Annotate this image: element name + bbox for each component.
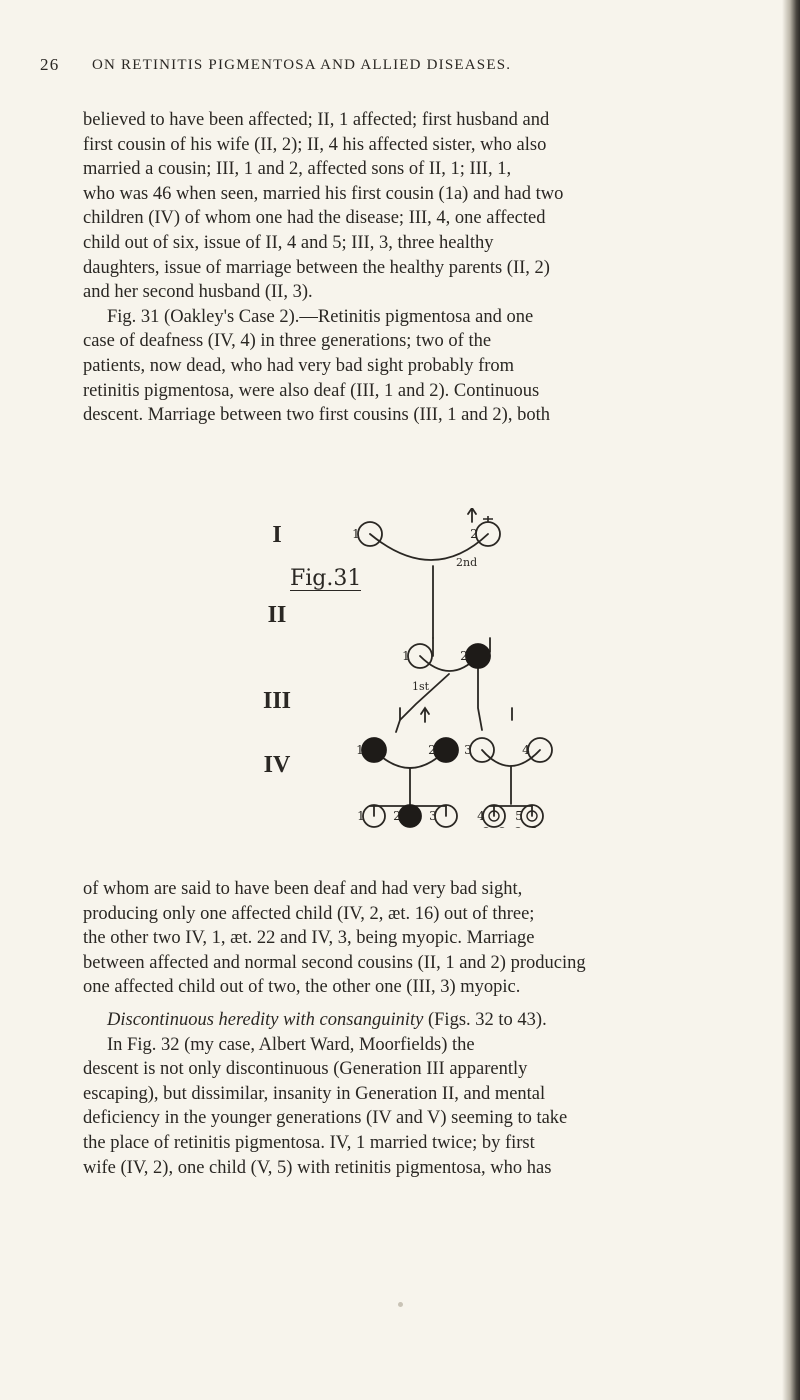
text-line: retinitis pigmentosa, were also deaf (III, 1 and 2). Continuous bbox=[83, 380, 540, 401]
member-number: 4 bbox=[477, 809, 485, 823]
paper-speck bbox=[398, 1302, 403, 1307]
text-line: escaping), but dissimilar, insanity in Generation II, and mental bbox=[83, 1083, 546, 1104]
text-line: and her second husband (II, 3). bbox=[83, 282, 313, 303]
text-line: descent is not only discontinuous (Generation III apparently bbox=[83, 1059, 528, 1080]
generation-label: I bbox=[272, 522, 282, 548]
text-line: deficiency in the younger generations (IV and V) seeming to take bbox=[83, 1108, 568, 1129]
marriage-label: 1st bbox=[412, 680, 430, 693]
text-line: believed to have been affected; II, 1 affected; first husband and bbox=[83, 110, 550, 130]
body-text-top bbox=[83, 108, 755, 428]
member-number: 2 bbox=[428, 743, 436, 757]
text-line: married a cousin; III, 1 and 2, affected sons of II, 1; III, 1, bbox=[83, 159, 512, 180]
member-number: 2 bbox=[393, 809, 401, 823]
member-number: 3 bbox=[429, 809, 437, 823]
text-line: In Fig. 32 (my case, Albert Ward, Moorfields) the bbox=[107, 1034, 475, 1055]
text-line: the other two IV, 1, æt. 22 and IV, 3, being myopic. Marriage bbox=[83, 928, 535, 949]
pedigree-diagram bbox=[250, 508, 570, 828]
member-number: 1 bbox=[352, 527, 360, 541]
text-line: one affected child out of two, the other one (III, 3) myopic. bbox=[83, 977, 521, 998]
text-line: patients, now dead, who had very bad sight probably from bbox=[83, 355, 515, 376]
running-title: ON RETINITIS PIGMENTOSA AND ALLIED DISEASES. bbox=[92, 57, 512, 73]
text-line: Fig. 31 (Oakley's Case 2).—Retinitis pigmentosa and one bbox=[107, 306, 534, 327]
text-line: of whom are said to have been deaf and had very bad sight, bbox=[83, 879, 523, 899]
text-line: children (IV) of whom one had the disease; III, 4, one affected bbox=[83, 208, 546, 229]
arrow-mark bbox=[468, 508, 476, 522]
male-mark bbox=[483, 516, 493, 522]
pedigree-figure bbox=[250, 508, 570, 828]
figure-caption: Fig.31 bbox=[290, 566, 362, 591]
section-subhead-line bbox=[83, 1008, 755, 1033]
arrow-mark bbox=[421, 708, 429, 722]
member-number: 1 bbox=[356, 743, 364, 757]
member-number: 1 bbox=[402, 649, 410, 663]
text-line: daughters, issue of marriage between the healthy parents (II, 2) bbox=[83, 257, 550, 278]
member-number: 2 bbox=[460, 649, 468, 663]
text-line: producing only one affected child (IV, 2, æt. 16) out of three; bbox=[83, 903, 535, 924]
page-number: 26 bbox=[40, 55, 60, 74]
section-subhead: Discontinuous heredity with consanguinity bbox=[107, 1009, 424, 1030]
text-line: child out of six, issue of II, 4 and 5; III, 3, three healthy bbox=[83, 232, 494, 253]
member-number: 5 bbox=[515, 809, 523, 823]
text-line: the place of retinitis pigmentosa. IV, 1 married twice; by first bbox=[83, 1132, 535, 1153]
text-line: between affected and normal second cousins (II, 1 and 2) producing bbox=[83, 952, 586, 973]
affected-symbol-g2-2 bbox=[466, 644, 490, 668]
page-binding-edge bbox=[782, 0, 800, 1400]
subhead-figure-ref: (Figs. 32 to 43). bbox=[423, 1009, 547, 1030]
text-line: first cousin of his wife (II, 2); II, 4 his affected sister, who also bbox=[83, 134, 547, 155]
running-head bbox=[40, 55, 760, 81]
member-number: 2 bbox=[470, 527, 478, 541]
generation-label: II bbox=[267, 602, 287, 628]
member-number: 1 bbox=[357, 809, 365, 823]
affected-symbol-g3-1 bbox=[362, 738, 386, 762]
affected-symbol-g4-2 bbox=[399, 805, 421, 827]
member-number: 4 bbox=[522, 743, 530, 757]
body-text-bottom bbox=[83, 877, 755, 1180]
generation-label: IV bbox=[263, 752, 291, 778]
text-line: wife (IV, 2), one child (V, 5) with retinitis pigmentosa, who has bbox=[83, 1157, 552, 1178]
member-number: 3 bbox=[464, 743, 472, 757]
text-line: who was 46 when seen, married his first cousin (1a) and had two bbox=[83, 183, 564, 204]
marriage-label: 2nd bbox=[456, 556, 478, 569]
text-line: descent. Marriage between two first cousins (III, 1 and 2), both bbox=[83, 405, 550, 426]
generation-label: III bbox=[262, 688, 292, 714]
text-line: case of deafness (IV, 4) in three generations; two of the bbox=[83, 331, 492, 352]
affected-symbol-g3-2 bbox=[434, 738, 458, 762]
